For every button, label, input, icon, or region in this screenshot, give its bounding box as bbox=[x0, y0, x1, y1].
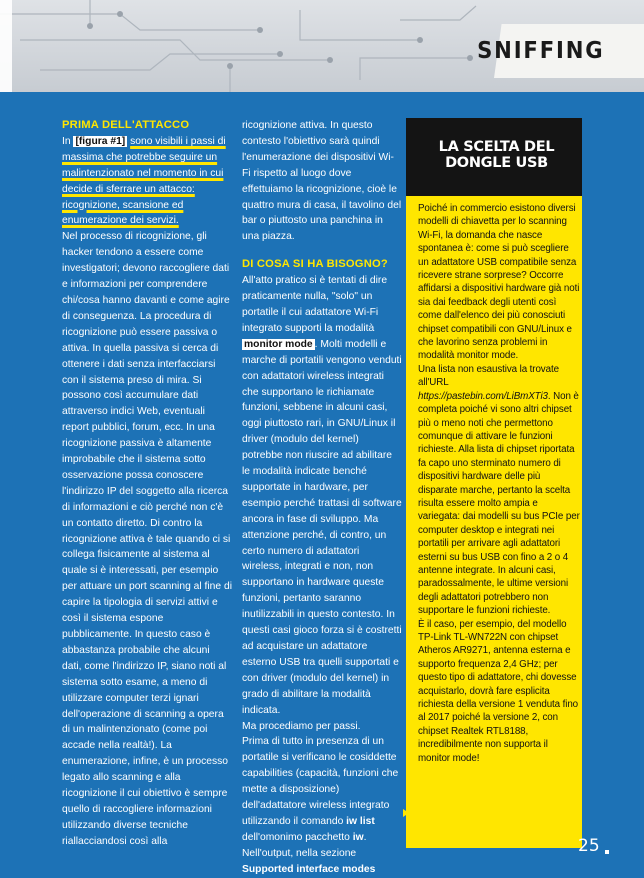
header-band bbox=[0, 0, 644, 92]
capabilities-text-mid: dell'omonimo pacchetto bbox=[242, 831, 353, 843]
continuation-paragraph: ricognizione attiva. In questo contesto l'obiettivo sarà quindi l'enumerazione dei dispositivi Wi-Fi rispetto al luogo dove effettuiamo la ricognizione, cioè le quattro mura di casa, il tavolino del bar o piuttosto una panchina in una piazza. bbox=[242, 120, 402, 243]
sidebar-paragraph-1: Poiché in commercio esistono diversi modelli di chiavetta per lo scanning Wi-Fi, la domanda che nasce spontanea è: come si può scegliere un adattatore USB compatibile senza ricevere strane sorprese? Occorre affidarsi a dispositivi hardware già noti sia dai feedback degli utenti così come dall'elenco dei più conosciuti chipset compatibili con GNU/Linux e che lavorino senza problemi in modalità monitor mode. bbox=[418, 203, 580, 362]
highlighted-text: sono visibili i passi di massima che potrebbe seguire un malintenzionato nel momento in cui decide di sferrare un attacco: ricognizione, scansione ed enumerazione dei servizi. bbox=[62, 135, 226, 227]
body-paragraph: Nel processo di ricognizione, gli hacker tendono a essere come investigatori; devono raccogliere dati e informazioni per comprendere chi/cosa hanno davanti e come agire di conseguenza. La procedura di ricognizione può essere passiva o attiva. In quella passiva si cerca di ottenere i dati senza interfacciarsi con il sistema preso di mira. Si possono così accumulare dati attraverso indici Web, eventuali report pubblici, forum, ecc. In una ricognizione passiva è altamente improbabile che il sistema sotto osservazione possa conoscere l'indirizzo IP del soggetto alla ricerca di informazioni e ciò perché non c'è un contatto diretto. Di contro la ricognizione attiva è tale quando ci si collega fisicamente al sistema al quale si è interessati, per esempio per attuare un port scanning al fine di capire la tipologia di servizi attivi e così il sistema espone pubblicamente. In questo caso è abbastanza probabile che alcuni dati, come l'indirizzo IP, siano noti al sistema sotto esame, a meno di utilizzare computer terzi ignari dell'operazione di scanning a opera di un malintenzionato (come poi accade nella realtà!). La enumerazione, infine, è un processo legato allo scanning e alla ricognizione il cui obiettivo è sempre quello di raccogliere informazioni utilizzando diverse tecniche riallacciandosi così alla bbox=[62, 231, 233, 847]
requirements-text-after: . Molti modelli e marche di portatili vengono venduti con adattatori wireless integrati che supportano le richiamate funzioni, sebbene in alcuni casi, oggi piuttosto rari, in GNU/Linux il driver (modulo del kernel) potrebbe non riuscire ad abilitare le modalità indicate benché supportate in hardware, per esempio perché trattasi di software ancora in fase di sviluppo. Ma attenzione perché, di contro, un certo numero di adattatori wireless, integrati e non, non supportano in hardware queste funzioni, pertanto saranno inutilizzabili in questo contesto. In questi casi gioco forza si è costretti ad acquistare un adattatore esterno USB tra quelli supportati e con driver (modulo del kernel) in grado di abilitare la modalità indicata. bbox=[242, 338, 402, 716]
intro-paragraph bbox=[62, 134, 232, 229]
sidebar-url-intro: Una lista non esaustiva la trovate all'URL bbox=[418, 363, 559, 389]
requirements-text-before: All'atto pratico si è tentati di dire praticamente nulla, "solo" un portatile il cui adattatore Wi-Fi integrato supporti la modalità bbox=[242, 275, 388, 334]
sidebar-text bbox=[418, 202, 580, 765]
paragraph-steps: Ma procediamo per passi. bbox=[242, 720, 361, 732]
sidebar-paragraph-2 bbox=[418, 363, 580, 618]
capabilities-text-after: . Nell'output, nella sezione bbox=[242, 831, 367, 859]
heading-prima-dell-attacco: PRIMA DELL'ATTACCO bbox=[62, 119, 190, 131]
command-iw: iw bbox=[352, 831, 364, 843]
sidebar-url-after: . Non è completa poiché vi sono altri chipset più o meno noti che permettono comunque di attivare le funzioni richieste. Alla lista di chipset riportata fa capo uno sterminato numero di dispositivi hardware delle più disparate marche, pertanto la scelta risulta essere molto ampia e variegata: dai modelli su bus PCIe per computer desktop e integrati nei portatili per arrivare agli adattatori esterni su bus USB con fino a 2 o 4 antenne integrate. In alcuni casi, paradossalmente, le ultime versioni degli adattatori potrebbero non supportare le funzioni richieste. bbox=[418, 390, 580, 617]
capabilities-text-before: Prima di tutto in presenza di un portatile si verificano le cosiddette capabilities (capacità, funzioni che mette a disposizione) dell'adattatore wireless integrato utilizzando il comando bbox=[242, 736, 399, 827]
pastebin-link[interactable]: https://pastebin.com/LiBmXTi3 bbox=[418, 390, 548, 402]
sidebar-paragraph-3: È il caso, per esempio, del modello TP-Link TL-WN722N con chipset Atheros AR9271, antenna esterna e supporto frequenza 2,4 GHz; per questo tipo di adattatore, chi dovesse acquistarlo, dovrà fare esplicita richiesta della versione 1 venduta fino al 2017 poiché la versione 2, con chipset Realtek RTL8188, incredibilmente non supporta il monitor mode! bbox=[418, 618, 579, 764]
sidebar-title: LA SCELTA DEL DONGLE USB bbox=[438, 139, 555, 171]
supported-interface-modes: Supported interface modes bbox=[242, 863, 376, 875]
column-left bbox=[62, 118, 232, 850]
command-iw-list: iw list bbox=[346, 815, 375, 827]
column-middle bbox=[242, 118, 402, 878]
intro-prefix: In bbox=[62, 135, 74, 147]
figure-reference: [figura #1] bbox=[75, 135, 126, 147]
section-title: SNIFFING bbox=[476, 38, 604, 64]
paragraph-capabilities bbox=[242, 734, 402, 861]
paragraph-requirements bbox=[242, 273, 402, 718]
page-number-dot bbox=[605, 850, 609, 854]
page-number: 25 bbox=[578, 836, 600, 856]
monitor-mode-highlight: monitor mode bbox=[244, 338, 313, 350]
heading-di-cosa-si-ha-bisogno: DI COSA SI HA BISOGNO? bbox=[242, 258, 388, 271]
